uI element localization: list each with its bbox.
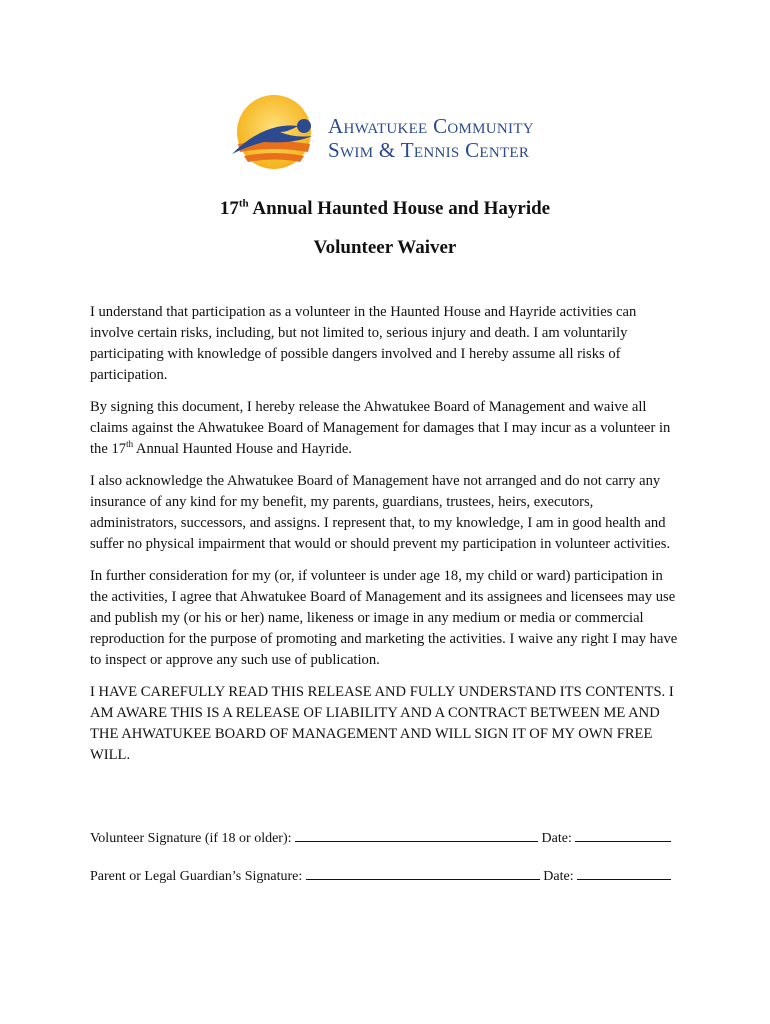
release-ordinal-suffix: th xyxy=(126,439,134,450)
logo-text xyxy=(328,114,534,162)
guardian-signature-row xyxy=(90,867,671,885)
paragraph-publicity: In further consideration for my (or, if volunteer is under age 18, my child or ward) participation in the activities, I agree that Ahwatukee Board of Management and its assignees and licensees may use and publish my (or his or her) name, likeness or image in any medium or media or commercial reproduction for the purpose of promoting and marketing the activities. I waive any right I may have to inspect or approve any such use of publication. xyxy=(90,568,678,668)
guardian-date-label: Date: xyxy=(543,869,574,884)
logo-line-2: Swim & Tennis Center xyxy=(328,138,530,162)
volunteer-date-label: Date: xyxy=(541,831,572,846)
paragraph-release xyxy=(90,397,682,460)
volunteer-signature-line[interactable] xyxy=(295,829,538,842)
volunteer-signature-label: Volunteer Signature (if 18 or older): xyxy=(90,831,292,846)
document-subtitle: Volunteer Waiver xyxy=(313,237,457,258)
title-rest: Annual Haunted House and Hayride xyxy=(248,198,551,219)
document-title xyxy=(0,198,770,220)
volunteer-date-line[interactable] xyxy=(575,829,671,842)
guardian-date-line[interactable] xyxy=(577,867,671,880)
release-text-before: By signing this document, I hereby release the Ahwatukee Board of Management and waive all claims against the Ahwatukee Board of Management for damages that I may incur as a volunteer in the 17 xyxy=(90,399,671,457)
waiver-body xyxy=(90,302,682,777)
volunteer-signature-row xyxy=(90,829,671,847)
paragraph-insurance: I also acknowledge the Ahwatukee Board of Management have not arranged and do not carry any insurance of any kind for my benefit, my parents, guardians, trustees, heirs, executors, administrators, successors, and assigns. I represent that, to my knowledge, I am in good health and suffer no physical impairment that would or should prevent my participation in volunteer activities. xyxy=(90,473,671,552)
logo xyxy=(224,92,544,178)
release-text-after: Annual Haunted House and Hayride. xyxy=(133,441,352,457)
swimmer-sun-logo-icon xyxy=(224,92,324,178)
logo-line-1: Ahwatukee Community xyxy=(328,114,534,138)
guardian-signature-line[interactable] xyxy=(306,867,540,880)
guardian-signature-label: Parent or Legal Guardian’s Signature: xyxy=(90,869,303,884)
paragraph-risks: I understand that participation as a volunteer in the Haunted House and Hayride activities can involve certain risks, including, but not limited to, serious injury and death. I am voluntarily participating with knowledge of possible dangers involved and I hereby assume all risks of participation. xyxy=(90,304,637,383)
title-ordinal-suffix: th xyxy=(238,197,249,210)
title-ordinal: 17 xyxy=(219,198,239,219)
paragraph-acknowledgement: I HAVE CAREFULLY READ THIS RELEASE AND FULLY UNDERSTAND ITS CONTENTS. I AM AWARE THIS IS A RELEASE OF LIABILITY AND A CONTRACT BETWEEN ME AND THE AHWATUKEE BOARD OF MANAGEMENT AND WILL SIGN IT OF MY OWN FREE WILL. xyxy=(90,684,674,763)
